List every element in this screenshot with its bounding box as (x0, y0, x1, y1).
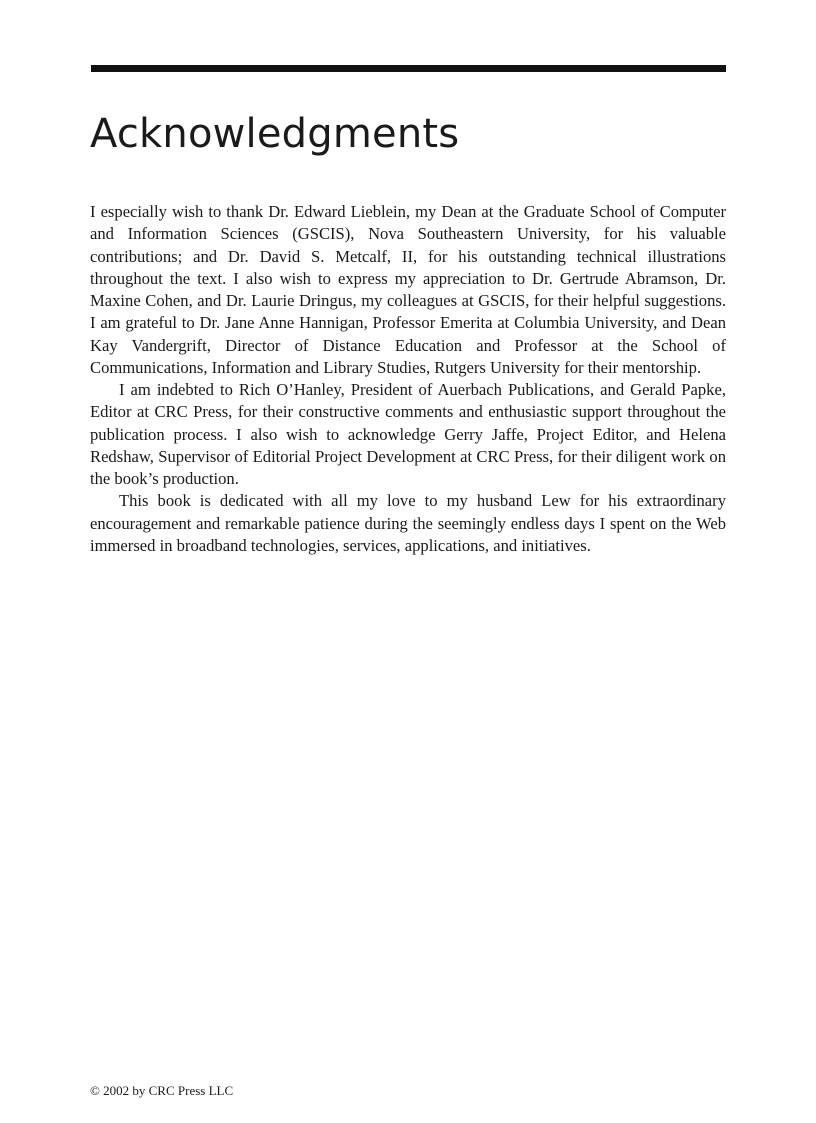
paragraph-3: This book is dedicated with all my love to my husband Lew for his extraordinary encouragement and remarkable patience during the seemingly endless days I spent on the Web immersed in broadband technologies, services, applications, and initiatives. (90, 491, 726, 555)
paragraph-1: I especially wish to thank Dr. Edward Lieblein, my Dean at the Graduate School of Computer and Information Sciences (GSCIS), Nova Southeastern University, for his valuable contributions; and Dr. David S. Metcalf, II, for his outstanding technical illustrations throughout the text. I also wish to express my appreciation to Dr. Gertrude Abramson, Dr. Maxine Cohen, and Dr. Laurie Dringus, my colleagues at GSCIS, for their helpful suggestions. I am grateful to Dr. Jane Anne Hannigan, Professor Emerita at Columbia University, and Dean Kay Vandergrift, Director of Distance Education and Professor at the School of Communications, Information and Library Studies, Rutgers University for their mentorship. (90, 202, 726, 377)
body-text (90, 201, 726, 557)
copyright-footer: © 2002 by CRC Press LLC (90, 1083, 234, 1098)
title-rule (91, 65, 726, 72)
paragraph-2: I am indebted to Rich O’Hanley, President of Auerbach Publications, and Gerald Papke, Editor at CRC Press, for their constructive comments and enthusiastic support throughout the publication process. I also wish to acknowledge Gerry Jaffe, Project Editor, and Helena Redshaw, Supervisor of Editorial Project Development at CRC Press, for their diligent work on the book’s production. (90, 380, 726, 488)
page-title: Acknowledgments (90, 111, 460, 157)
